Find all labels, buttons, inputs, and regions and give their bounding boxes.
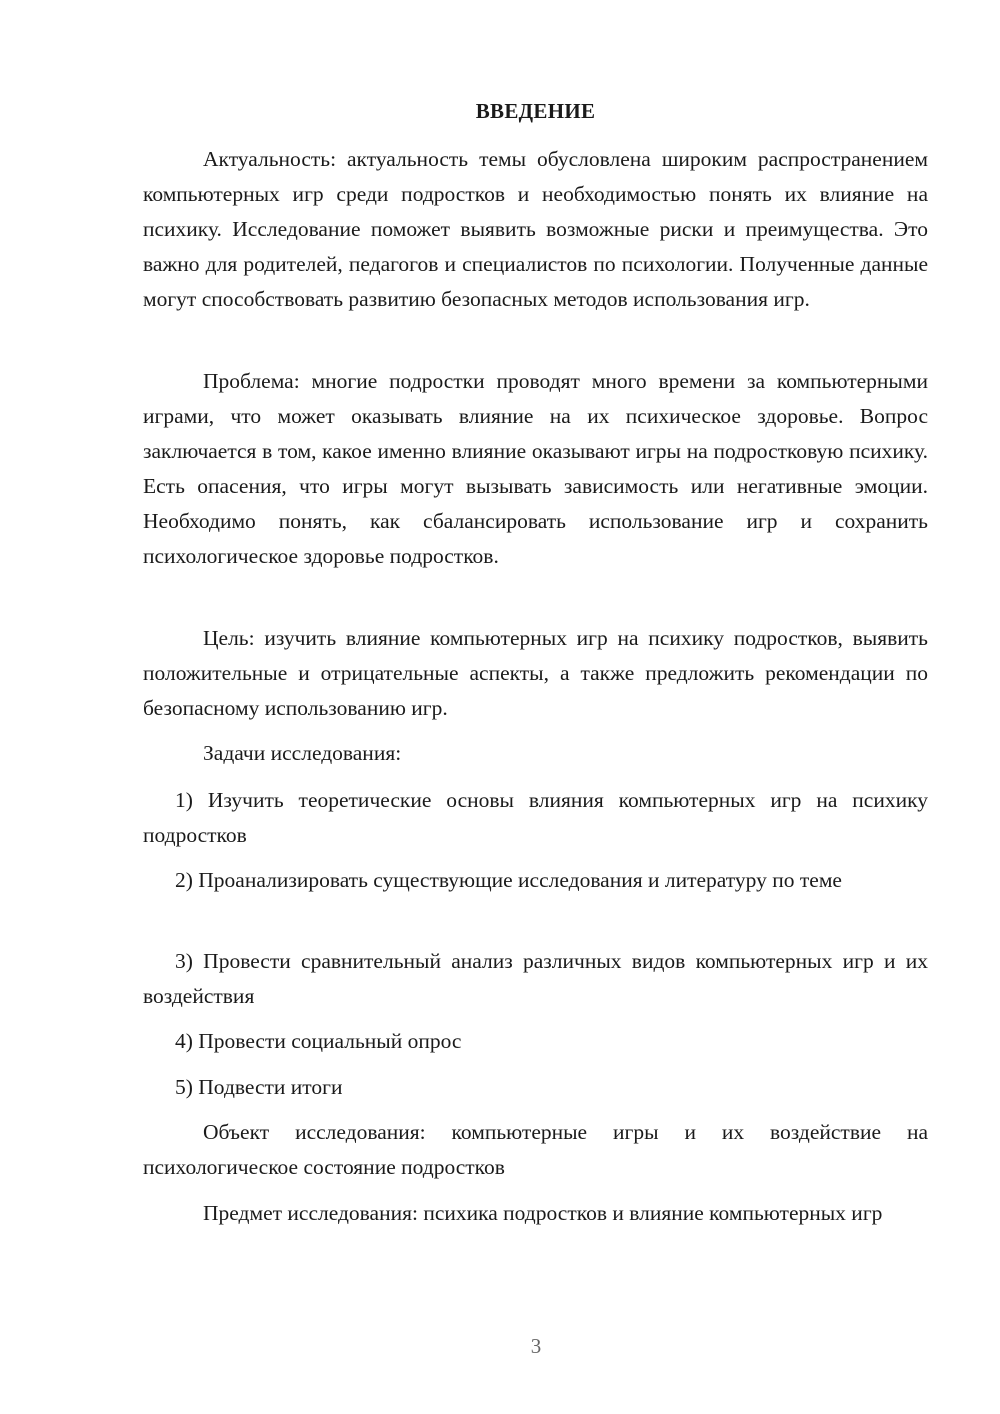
task-item-3: 3) Провести сравнительный анализ различных видов компьютерных игр и их воздействия (143, 949, 928, 1008)
problem-paragraph: Проблема: многие подростки проводят много времени за компьютерными играми, что может оказывать влияние на их психическое здоровье. Вопрос заключается в том, какое именно влияние оказывают игры на подростковую психику. Есть опасения, что игры могут вызывать зависимость или негативные эмоции. Необходимо понять, как сбалансировать использование игр и сохранить психологическое здоровье подростков. (143, 369, 928, 568)
task-item-5: 5) Подвести итоги (175, 1075, 343, 1099)
task-item-2: 2) Проанализировать существующие исследования и литературу по теме (175, 868, 842, 892)
page-title: ВВЕДЕНИЕ (475, 99, 596, 123)
task-item-1: 1) Изучить теоретические основы влияния компьютерных игр на психику подростков (143, 788, 928, 847)
page-number: 3 (530, 1334, 542, 1358)
relevance-paragraph: Актуальность: актуальность темы обусловлена широким распространением компьютерных игр среди подростков и необходимостью понять их влияние на психику. Исследование поможет выявить возможные риски и преимущества. Это важно для родителей, педагогов и специалистов по психологии. Полученные данные могут способствовать развитию безопасных методов использования игр. (143, 147, 928, 311)
object-paragraph: Объект исследования: компьютерные игры и их воздействие на психологическое состояние подростков (143, 1120, 928, 1179)
tasks-heading: Задачи исследования: (203, 741, 402, 765)
subject-paragraph: Предмет исследования: психика подростков и влияние компьютерных игр (203, 1201, 883, 1225)
goal-paragraph: Цель: изучить влияние компьютерных игр на психику подростков, выявить положительные и отрицательные аспекты, а также предложить рекомендации по безопасному использованию игр. (143, 626, 928, 720)
task-item-4: 4) Провести социальный опрос (175, 1029, 462, 1053)
